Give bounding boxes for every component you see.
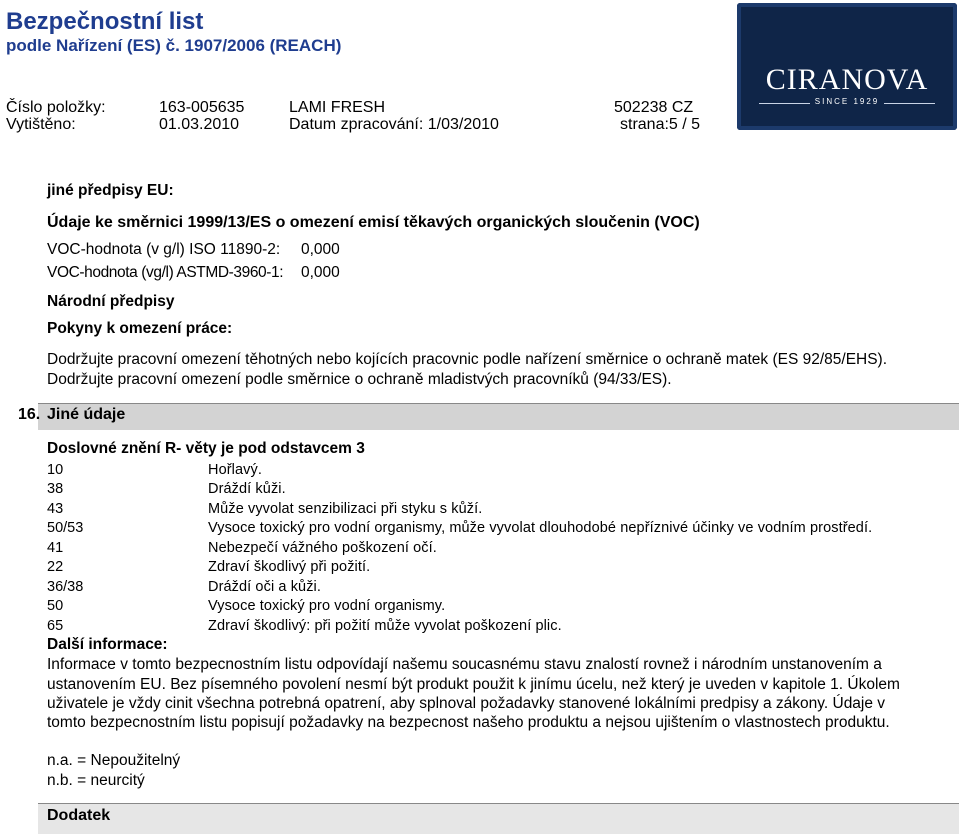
abbreviation-nb: n.b. = neurcitý [47,772,145,789]
appendix-title: Dodatek [47,807,111,824]
r-phrase-code: 41 [47,540,64,556]
r-phrase-text: Dráždí oči a kůži. [208,579,322,595]
r-phrase-text: Vysoce toxický pro vodní organismy, může vyvolat dlouhodobé nepříznivé účinky ve vodním prostředí. [208,520,873,536]
logo-name: CIRANOVA [765,63,929,96]
additional-info-line-3: uživatele je vždy cinit všechna potrebná opatrení, aby splnoval požadavky stanovené lokálními predpisy a zákony. Údaje v [47,695,886,712]
printed-label: Vytištěno: [6,116,76,133]
appendix-bar [38,803,959,834]
r-phrase-code: 10 [47,462,64,478]
r-phrase-text: Zdraví škodlivý: při požití může vyvolat poškození plic. [208,618,562,634]
page-number: strana:5 / 5 [620,116,701,133]
product-name: LAMI FRESH [289,99,386,116]
voc2-value: 0,000 [301,264,340,281]
additional-info-line-1: Informace v tomto bezpecnostním listu odpovídají našemu soucasnému stavu znalostí rovnež i národním unstanovením a [47,656,882,673]
company-logo [737,3,957,130]
printed-date: 01.03.2010 [159,116,240,133]
section-16-title: Jiné údaje [47,406,126,423]
r-phrase-text: Nebezpečí vážného poškození očí. [208,540,437,556]
voc1-value: 0,000 [301,241,340,258]
processed-date: Datum zpracování: 1/03/2010 [289,116,499,133]
r-phrase-code: 65 [47,618,64,634]
r-phrases-heading: Doslovné znění R- věty je pod odstavcem 3 [47,440,365,457]
r-phrase-text: Vysoce toxický pro vodní organismy. [208,598,446,614]
document-subtitle: podle Nařízení (ES) č. 1907/2006 (REACH) [6,36,342,55]
voc1-label: VOC-hodnota (v g/l) ISO 11890-2: [47,241,281,258]
additional-info-line-4: tomto bezpecnostním listu popisují požadavky na bezpecnost našeho produktu a nejsou ujištením o vlastnostech produktu. [47,714,890,731]
national-regulations-heading: Národní předpisy [47,293,175,310]
r-phrase-text: Zdraví škodlivý při požití. [208,559,371,575]
r-phrase-code: 38 [47,481,64,497]
r-phrase-code: 50 [47,598,64,614]
document-title: Bezpečnostní list [6,8,204,35]
voc2-label: VOC-hodnota (vg/l) ASTMD-3960-1: [47,264,284,281]
item-number-label: Číslo položky: [6,99,106,116]
logo-since: SINCE 1929 [737,97,957,106]
product-code: 502238 CZ [614,99,694,116]
voc-heading: Údaje ke směrnici 1999/13/ES o omezení emisí těkavých organických sloučenin (VOC) [47,214,700,231]
item-number: 163-005635 [159,99,245,116]
additional-info-line-2: ustanovením EU. Bez písemného povolení nesmí být produkt použit k jinímu úcelu, než který je uveden v kapitole 1. Úkolem [47,676,900,693]
r-phrase-text: Může vyvolat senzibilizaci při styku s kůží. [208,501,483,517]
r-phrase-text: Dráždí kůži. [208,481,286,497]
r-phrase-code: 36/38 [47,579,84,595]
additional-info-heading: Další informace: [47,636,168,653]
section-16-bar [38,403,959,430]
r-phrase-code: 22 [47,559,64,575]
abbreviation-na: n.a. = Nepoužitelný [47,752,181,769]
r-phrase-text: Hořlavý. [208,462,262,478]
work-restriction-line-2: Dodržujte pracovní omezení podle směrnice o ochraně mladistvých pracovníků (94/33/ES). [47,371,672,388]
r-phrase-code: 43 [47,501,64,517]
work-restriction-line-1: Dodržujte pracovní omezení těhotných nebo kojících pracovnic podle nařízení směrnice o ochraně matek (ES 92/85/EHS). [47,351,888,368]
section-16-number: 16. [18,406,41,423]
r-phrase-code: 50/53 [47,520,84,536]
work-restrictions-heading: Pokyny k omezení práce: [47,320,233,337]
eu-regulations-heading: jiné předpisy EU: [47,182,174,199]
